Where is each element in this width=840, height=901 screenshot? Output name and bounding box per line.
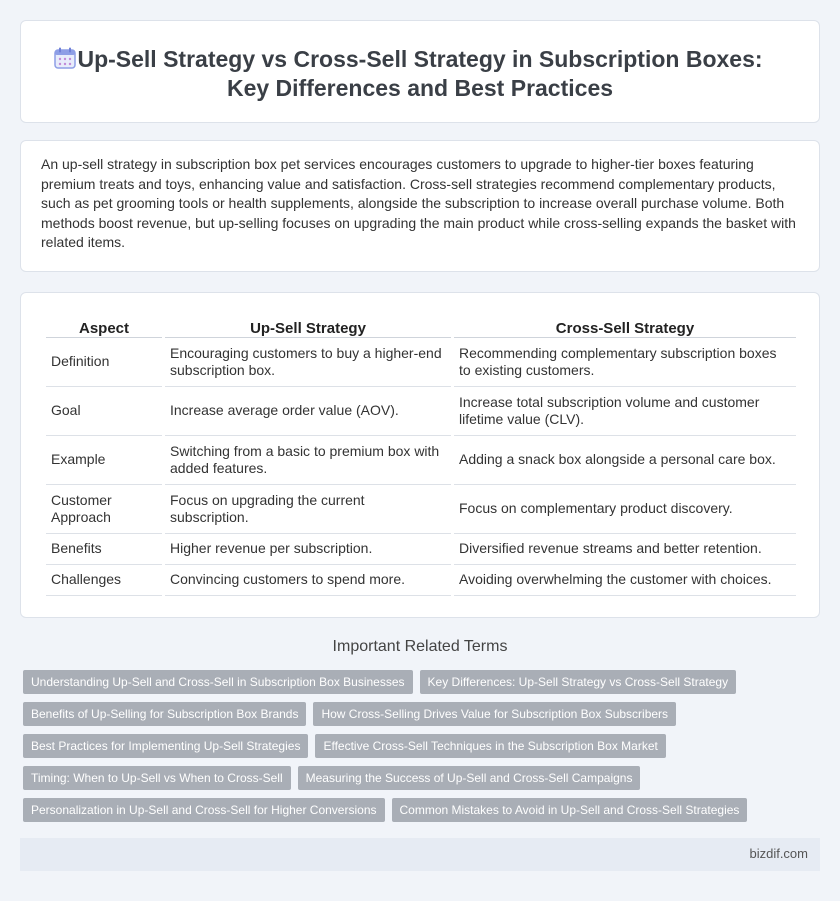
table-cell: Avoiding overwhelming the customer with choices. (454, 565, 796, 596)
table-cell: Challenges (46, 565, 162, 596)
column-header: Cross-Sell Strategy (454, 315, 796, 338)
related-term-tag[interactable]: Key Differences: Up-Sell Strategy vs Cross-Sell Strategy (420, 670, 737, 694)
table-row (46, 485, 796, 534)
table-cell: Focus on upgrading the current subscription. (165, 485, 451, 534)
table-cell: Increase total subscription volume and customer lifetime value (CLV). (454, 387, 796, 436)
header-card (20, 20, 820, 123)
related-term-tag[interactable]: Common Mistakes to Avoid in Up-Sell and Cross-Sell Strategies (392, 798, 748, 822)
table-cell: Convincing customers to spend more. (165, 565, 451, 596)
table-cell: Increase average order value (AOV). (165, 387, 451, 436)
related-term-tag[interactable]: Best Practices for Implementing Up-Sell Strategies (23, 734, 308, 758)
related-term-tag[interactable]: Timing: When to Up-Sell vs When to Cross-Sell (23, 766, 291, 790)
table-cell: Switching from a basic to premium box with added features. (165, 436, 451, 485)
table-cell: Recommending complementary subscription boxes to existing customers. (454, 338, 796, 387)
related-term-tag[interactable]: Effective Cross-Sell Techniques in the Subscription Box Market (315, 734, 665, 758)
table-cell: Focus on complementary product discovery. (454, 485, 796, 534)
intro-card (20, 140, 820, 272)
related-terms-title: Important Related Terms (332, 638, 508, 655)
table-row (46, 565, 796, 596)
table-row (46, 436, 796, 485)
table-cell: Benefits (46, 534, 162, 565)
related-terms-list (23, 670, 823, 830)
comparison-table (43, 315, 799, 596)
table-cell: Diversified revenue streams and better retention. (454, 534, 796, 565)
table-cell: Adding a snack box alongside a personal care box. (454, 436, 796, 485)
column-header: Up-Sell Strategy (165, 315, 451, 338)
column-header: Aspect (46, 315, 162, 338)
table-cell: Encouraging customers to buy a higher-end subscription box. (165, 338, 451, 387)
related-term-tag[interactable]: Personalization in Up-Sell and Cross-Sell for Higher Conversions (23, 798, 385, 822)
footer-site-link[interactable]: bizdif.com (749, 846, 808, 861)
table-cell: Example (46, 436, 162, 485)
footer (20, 838, 820, 871)
table-row (46, 534, 796, 565)
table-cell: Definition (46, 338, 162, 387)
table-cell: Higher revenue per subscription. (165, 534, 451, 565)
table-cell: Customer Approach (46, 485, 162, 534)
table-row (46, 338, 796, 387)
table-row (46, 387, 796, 436)
page-title: Up-Sell Strategy vs Cross-Sell Strategy in Subscription Boxes: Key Differences and Best Practices (77, 46, 763, 101)
related-term-tag[interactable]: How Cross-Selling Drives Value for Subscription Box Subscribers (313, 702, 676, 726)
comparison-table-card (20, 292, 820, 618)
table-cell: Goal (46, 387, 162, 436)
related-term-tag[interactable]: Measuring the Success of Up-Sell and Cross-Sell Campaigns (298, 766, 641, 790)
related-term-tag[interactable]: Understanding Up-Sell and Cross-Sell in Subscription Box Businesses (23, 670, 413, 694)
related-term-tag[interactable]: Benefits of Up-Selling for Subscription Box Brands (23, 702, 306, 726)
intro-paragraph: An up-sell strategy in subscription box pet services encourages customers to upgrade to higher-tier boxes featuring premium treats and toys, enhancing value and satisfaction. Cross-sell strategies recommend complementary products, such as pet grooming tools or health supplements, alongside the subscription to increase overall purchase volume. Both methods boost revenue, but up-selling focuses on upgrading the main product while cross-selling expands the basket with related items. (41, 156, 796, 250)
